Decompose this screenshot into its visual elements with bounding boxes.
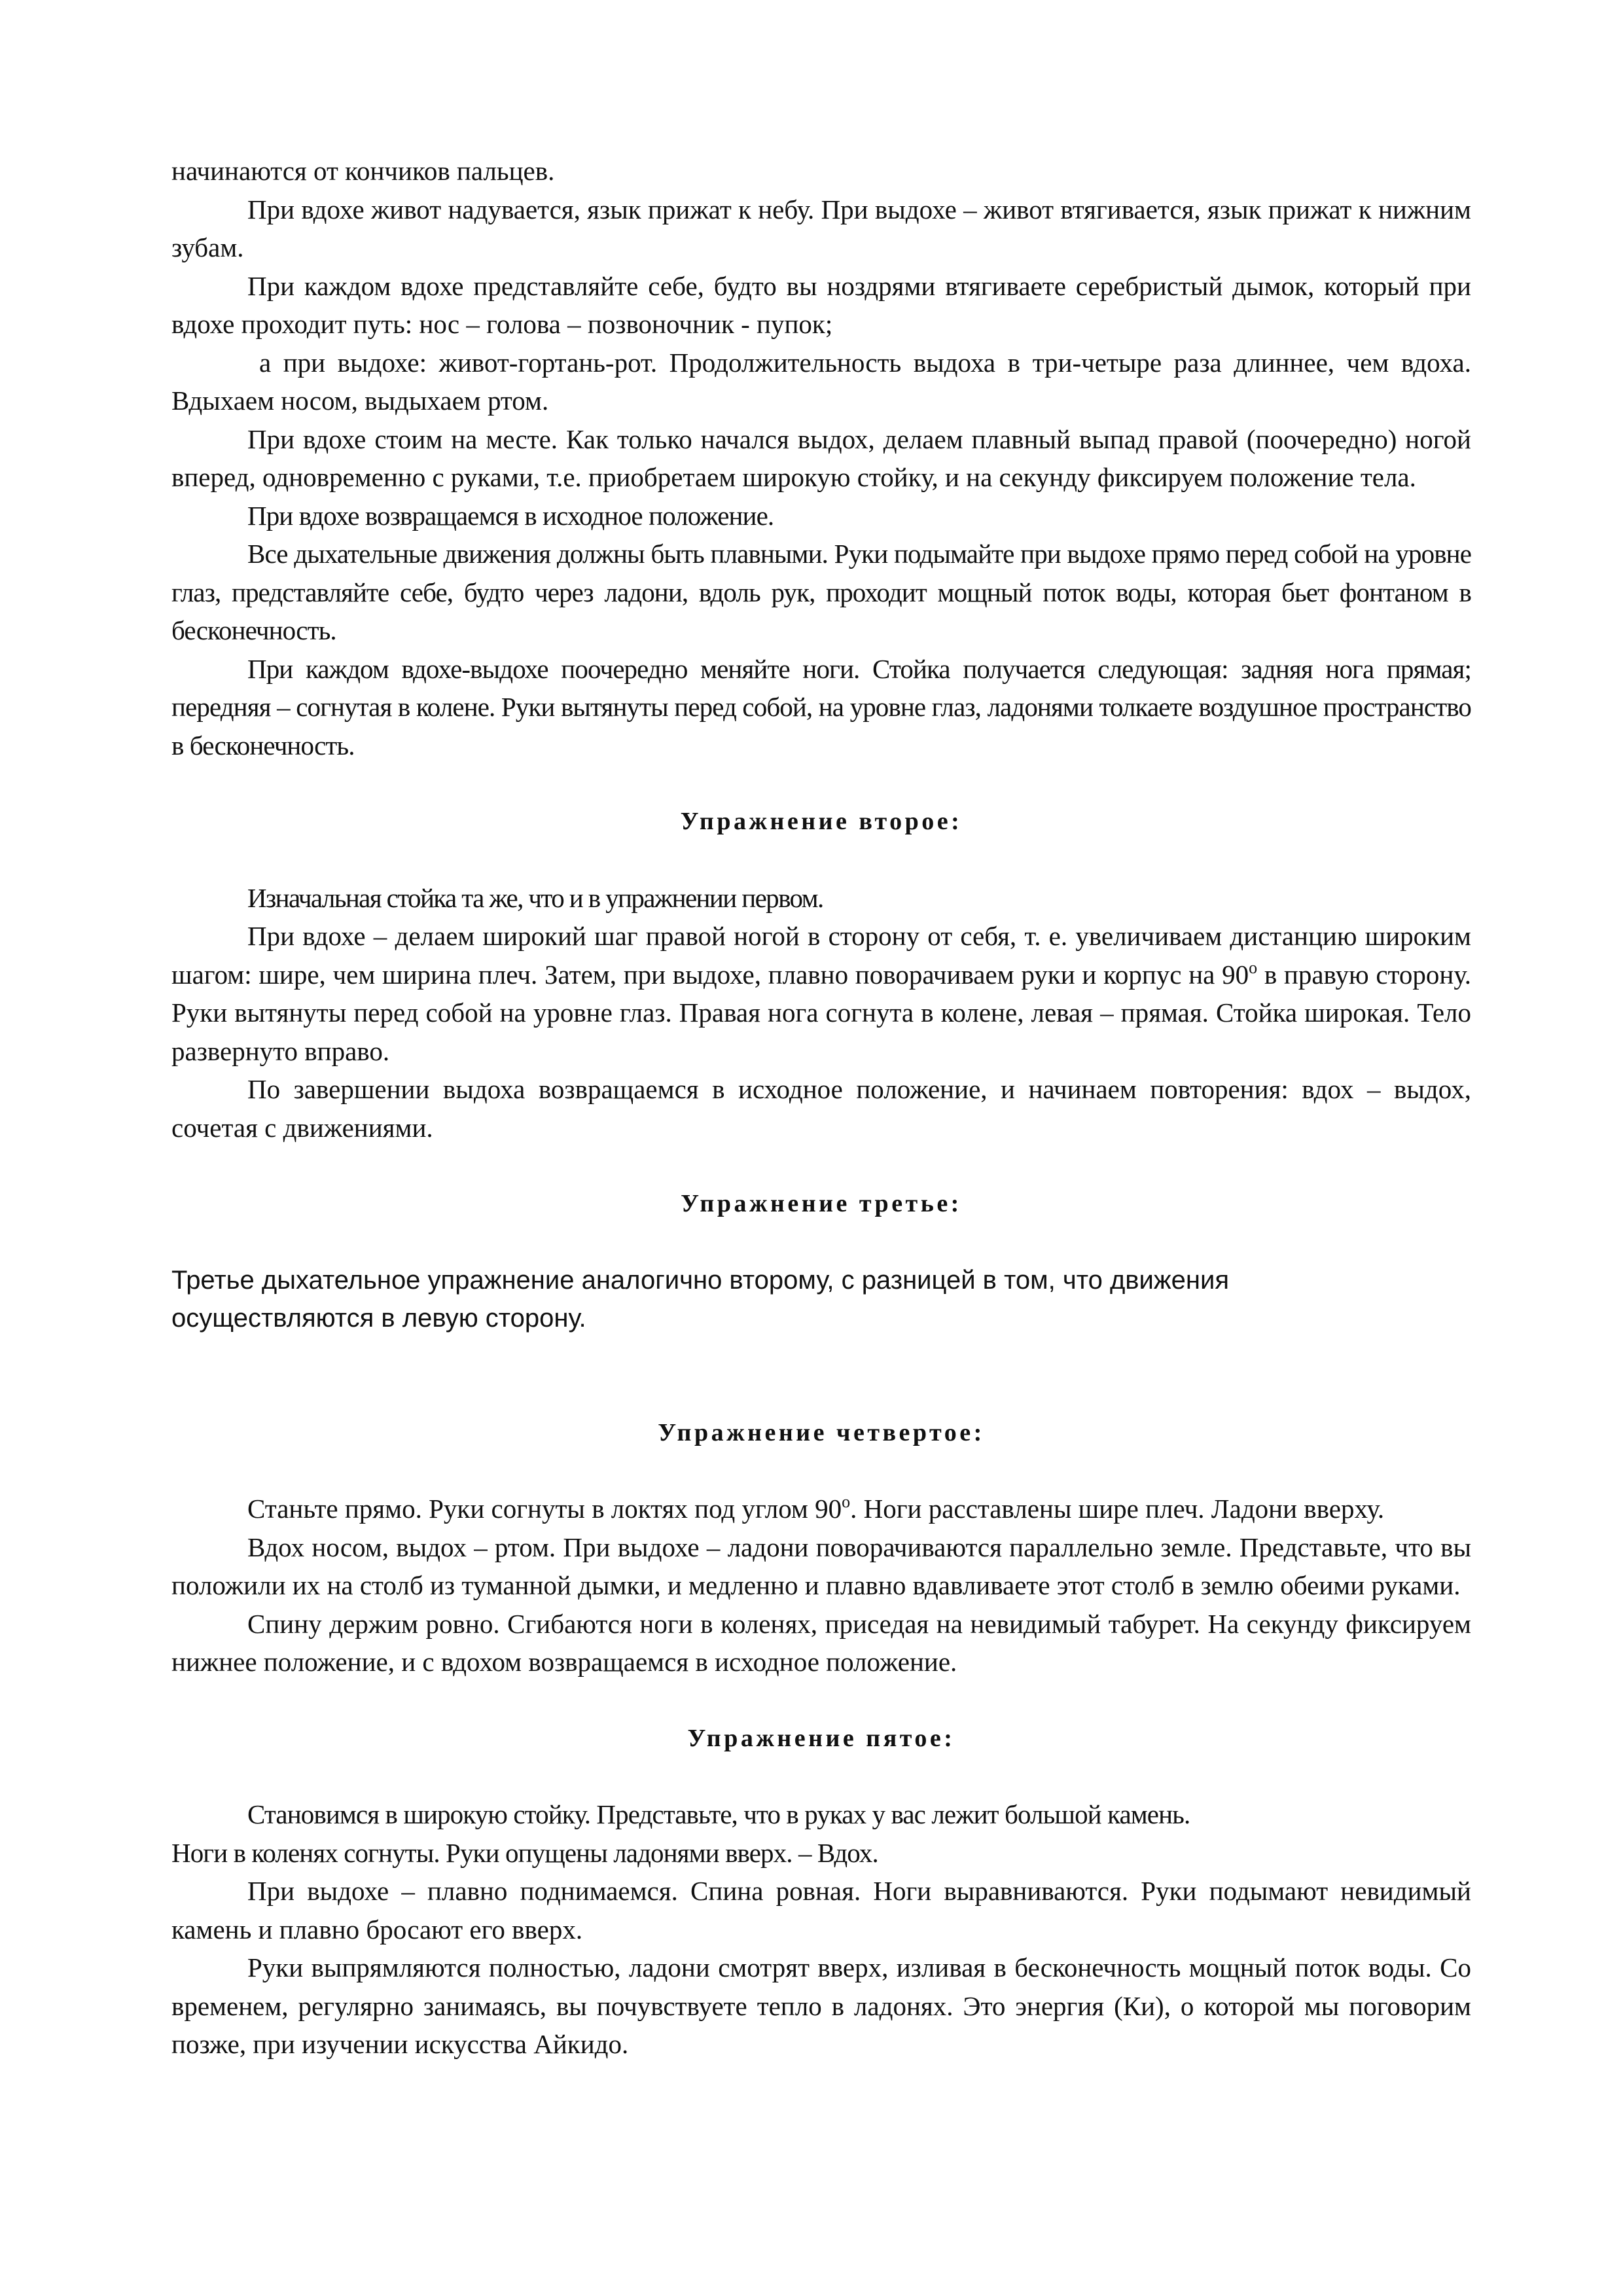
degree-mark: о — [1249, 958, 1258, 977]
spacer — [171, 1147, 1471, 1185]
paragraph: Ноги в коленях согнуты. Руки опущены ладонями вверх. – Вдох. — [171, 1837, 878, 1868]
paragraph — [171, 917, 1471, 1070]
section-heading: Упражнение третье: — [681, 1190, 962, 1217]
spacer — [171, 841, 1471, 879]
paragraph: Спину держим ровно. Сгибаются ноги в коленях, приседая на невидимый табурет. На секунду фиксируем нижнее положение, и с вдохом возвращаемся в исходное положение. — [171, 1608, 1471, 1677]
paragraph — [171, 1490, 1471, 1528]
paragraph: начинаются от кончиков пальцев. — [171, 156, 555, 186]
paragraph-text: При вдохе – делаем широкий шаг правой ногой в сторону от себя, т. е. увеличиваем дистанцию широким шагом: шире, чем ширина плеч. Затем, при выдохе, плавно поворачиваем руки и корпус на 90 — [171, 921, 1471, 990]
spacer — [171, 1223, 1471, 1261]
spacer — [171, 1681, 1471, 1719]
section-heading: Упражнение второе: — [680, 808, 963, 835]
paragraph: При вдохе живот надувается, язык прижат к небу. При выдохе – живот втягивается, язык прижат к нижним зубам. — [171, 194, 1471, 262]
paragraph: По завершении выдоха возвращаемся в исходное положение, и начинаем повторения: вдох – выдох, сочетая с движениями. — [171, 1074, 1471, 1143]
paragraph-text: в правую сторону. Руки вытянуты перед собой на уровне глаз. Правая нога согнута в колене, левая – прямая. Стойка широкая. Тело развернуто вправо. — [171, 959, 1472, 1066]
spacer — [171, 1757, 1471, 1795]
spacer — [171, 764, 1471, 802]
document-page — [171, 152, 1471, 2064]
spacer — [171, 1338, 1471, 1414]
paragraph: При выдохе – плавно поднимаемся. Спина ровная. Ноги выравниваются. Руки подымают невидимый камень и плавно бросают его вверх. — [171, 1876, 1471, 1945]
degree-mark: о — [842, 1492, 851, 1511]
paragraph: Все дыхательные движения должны быть плавными. Руки подымайте при выдохе прямо перед собой на уровне глаз, представляйте себе, будто через ладони, вдоль рук, проходит мощный поток воды, которая бьет фонтаном в бесконечность. — [171, 539, 1471, 645]
paragraph: При вдохе стоим на месте. Как только начался выдох, делаем плавный выпад правой (поочередно) ногой вперед, одновременно с руками, т.е. приобретаем широкую стойку, и на секунду фиксируем положение тела. — [171, 423, 1471, 492]
paragraph: Третье дыхательное упражнение аналогично второму, с разницей в том, что движения осуществляются в левую сторону. — [171, 1265, 1229, 1333]
paragraph-text: . Ноги расставлены шире плеч. Ладони вверху. — [850, 1494, 1385, 1524]
spacer — [171, 1452, 1471, 1490]
paragraph: Руки выпрямляются полностью, ладони смотрят вверх, изливая в бесконечность мощный поток воды. Со временем, регулярно занимаясь, вы почувствуете тепло в ладонях. Это энергия (Ки), о которой мы поговорим позже, при изучении искусства Айкидо. — [171, 1952, 1471, 2059]
paragraph: При каждом вдохе-выдохе поочередно меняйте ноги. Стойка получается следующая: задняя нога прямая; передняя – согнутая в колене. Руки вытянуты перед собой, на уровне глаз, ладонями толкаете воздушное пространство в бесконечность. — [171, 653, 1471, 761]
paragraph: Становимся в широкую стойку. Представьте, что в руках у вас лежит большой камень. — [247, 1799, 1190, 1829]
paragraph: При каждом вдохе представляйте себе, будто вы ноздрями втягиваете серебристый дымок, который при вдохе проходит путь: нос – голова – позвоночник - пупок; — [171, 270, 1471, 339]
section-heading: Упражнение пятое: — [687, 1724, 955, 1752]
paragraph: Изначальная стойка та же, что и в упражнении первом. — [247, 882, 823, 913]
section-heading: Упражнение четвертое: — [658, 1418, 985, 1446]
paragraph-text: Станьте прямо. Руки согнуты в локтях под углом 90 — [247, 1494, 842, 1524]
paragraph: При вдохе возвращаемся в исходное положение. — [247, 500, 774, 531]
paragraph: Вдох носом, выдох – ртом. При выдохе – ладони поворачиваются параллельно земле. Представьте, что вы положили их на столб из туманной дымки, и медленно и плавно вдавливаете этот столб в землю обеими руками. — [171, 1532, 1471, 1600]
paragraph: а при выдохе: живот-гортань-рот. Продолжительность выдоха в три-четыре раза длиннее, чем вдоха. Вдыхаем носом, выдыхаем ртом. — [171, 347, 1471, 416]
